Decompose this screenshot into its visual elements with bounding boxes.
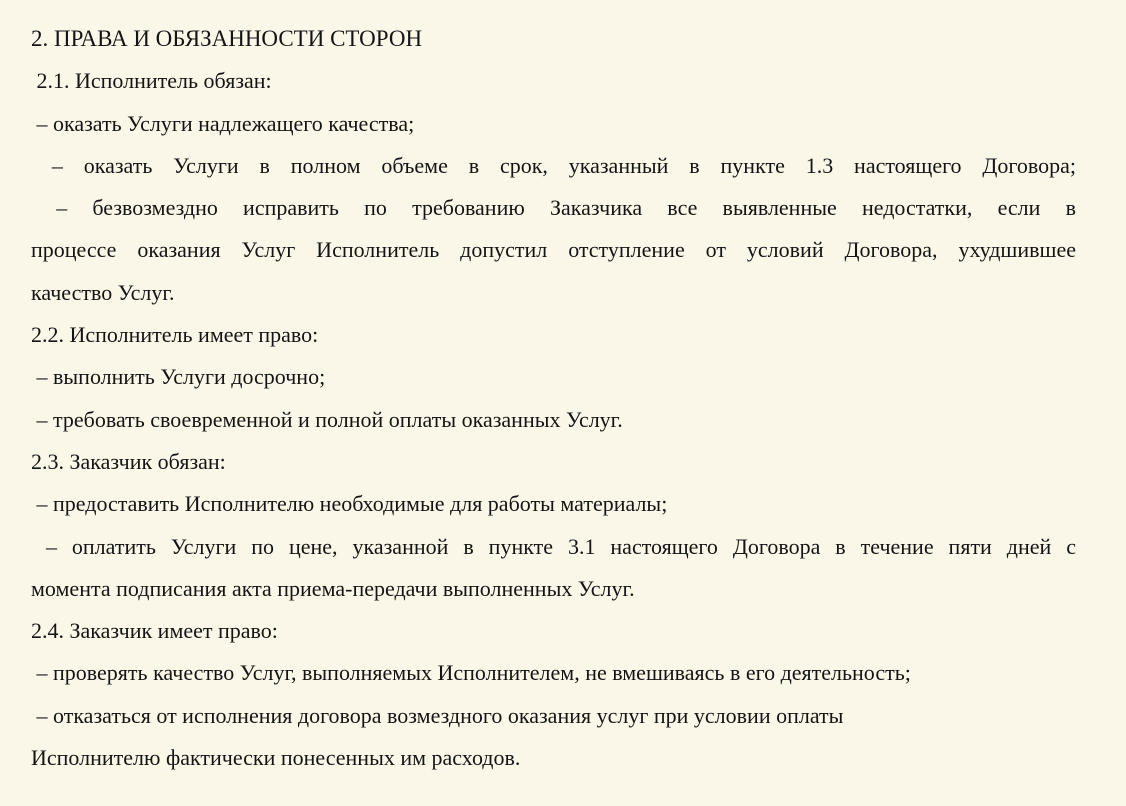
text-line: 2.2. Исполнитель имеет право: xyxy=(31,322,319,348)
text-line: – оказать Услуги в полном объеме в срок, указанный в пункте 1.3 настоящего Договора; xyxy=(31,152,1077,178)
text-line: 2.1. Исполнитель обязан: xyxy=(31,68,272,94)
text-line: – выполнить Услуги досрочно; xyxy=(31,364,326,390)
text-line: 2.4. Заказчик имеет право: xyxy=(31,618,278,644)
text-line: – безвозмездно исправить по требованию Заказчика все выявленные недостатки, если в xyxy=(31,195,1076,221)
section-heading: 2. ПРАВА И ОБЯЗАННОСТИ СТОРОН xyxy=(31,26,423,51)
document-text-block xyxy=(31,18,1076,779)
text-line: качество Услуг. xyxy=(31,279,175,305)
text-line: Исполнителю фактически понесенных им расходов. xyxy=(31,745,521,771)
text-line: процессе оказания Услуг Исполнитель допустил отступление от условий Договора, ухудшившее xyxy=(31,237,1076,263)
text-line: – оплатить Услуги по цене, указанной в пункте 3.1 настоящего Договора в течение пяти дней с xyxy=(31,533,1076,559)
text-line: – проверять качество Услуг, выполняемых Исполнителем, не вмешиваясь в его деятельность; xyxy=(31,660,911,686)
text-line: – предоставить Исполнителю необходимые для работы материалы; xyxy=(31,491,668,517)
text-line: – требовать своевременной и полной оплаты оказанных Услуг. xyxy=(31,406,623,432)
text-line: 2.3. Заказчик обязан: xyxy=(31,448,226,474)
text-line: момента подписания акта приема-передачи выполненных Услуг. xyxy=(31,575,635,601)
text-line: – оказать Услуги надлежащего качества; xyxy=(31,110,415,136)
text-line: – отказаться от исполнения договора возмездного оказания услуг при условии оплаты xyxy=(31,702,844,728)
